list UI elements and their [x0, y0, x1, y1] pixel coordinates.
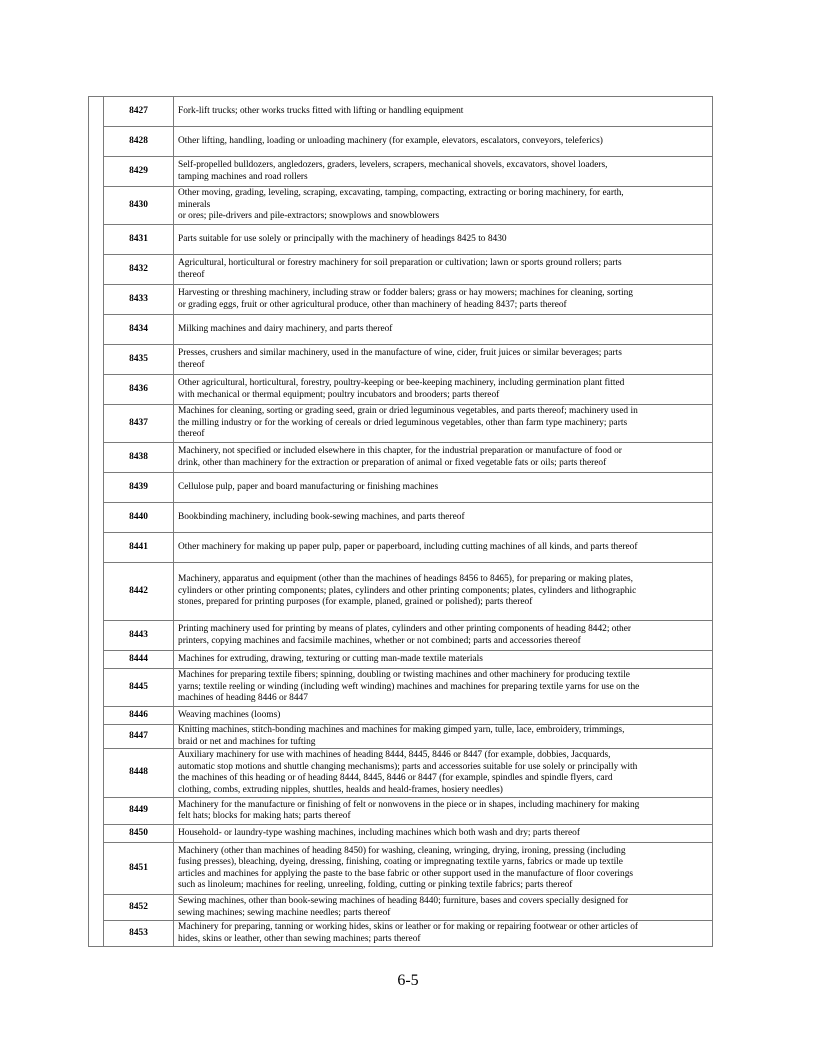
- table-row: [89, 225, 713, 255]
- tariff-headings-table: [88, 96, 713, 947]
- table-row: [89, 405, 713, 443]
- heading-description: Parts suitable for use solely or principally with the machinery of headings 8425 to 8430: [174, 225, 713, 255]
- heading-description: Weaving machines (looms): [174, 707, 713, 725]
- heading-code: 8439: [104, 473, 174, 503]
- heading-description: Other machinery for making up paper pulp, paper or paperboard, including cutting machines of all kinds, and parts thereof: [174, 533, 713, 563]
- heading-code: 8432: [104, 255, 174, 285]
- table-row: [89, 725, 713, 749]
- heading-code: 8449: [104, 798, 174, 825]
- heading-description: Self-propelled bulldozers, angledozers, graders, levelers, scrapers, mechanical shovels, excavators, shovel loaders, tamping machines and road rollers: [174, 157, 713, 187]
- heading-description: Machinery, apparatus and equipment (other than the machines of headings 8456 to 8465), for preparing or making plates, cylinders or other printing components; plates, cylinders and other printing components; plates, cylinders and lithographic stones, prepared for printing purposes (for example, planed, grained or polished); parts thereof: [174, 563, 713, 621]
- heading-code: 8441: [104, 533, 174, 563]
- heading-code: 8452: [104, 895, 174, 921]
- table-row: [89, 749, 713, 798]
- heading-code: 8437: [104, 405, 174, 443]
- heading-description: Printing machinery used for printing by means of plates, cylinders and other printing components of heading 8442; other printers, copying machines and facsimile machines, whether or not combined; parts and accessories thereof: [174, 621, 713, 651]
- table-row: [89, 669, 713, 707]
- heading-code: 8429: [104, 157, 174, 187]
- heading-description: Machines for preparing textile fibers; spinning, doubling or twisting machines and other machinery for producing textile yarns; textile reeling or winding (including weft winding) machines and machines for preparing textile yarns for use on the machines of heading 8446 or 8447: [174, 669, 713, 707]
- heading-description: Machinery for preparing, tanning or working hides, skins or leather or for making or repairing footwear or other articles of hides, skins or leather, other than sewing machines; parts thereof: [174, 921, 713, 947]
- heading-code: 8450: [104, 825, 174, 843]
- heading-code: 8444: [104, 651, 174, 669]
- heading-code: 8443: [104, 621, 174, 651]
- heading-description: Machines for extruding, drawing, texturing or cutting man-made textile materials: [174, 651, 713, 669]
- table-row: [89, 651, 713, 669]
- heading-code: 8446: [104, 707, 174, 725]
- heading-description: Knitting machines, stitch-bonding machines and machines for making gimped yarn, tulle, lace, embroidery, trimmings, braid or net and machines for tufting: [174, 725, 713, 749]
- heading-code: 8442: [104, 563, 174, 621]
- heading-code: 8451: [104, 843, 174, 895]
- heading-code: 8447: [104, 725, 174, 749]
- heading-code: 8430: [104, 187, 174, 225]
- table-row: [89, 443, 713, 473]
- table-row: [89, 315, 713, 345]
- heading-description: Milking machines and dairy machinery, and parts thereof: [174, 315, 713, 345]
- heading-code: 8428: [104, 127, 174, 157]
- heading-description: Cellulose pulp, paper and board manufacturing or finishing machines: [174, 473, 713, 503]
- heading-description: Agricultural, horticultural or forestry machinery for soil preparation or cultivation; lawn or sports ground rollers; parts thereof: [174, 255, 713, 285]
- table-row: [89, 533, 713, 563]
- heading-code: 8431: [104, 225, 174, 255]
- table-row: [89, 921, 713, 947]
- heading-description: Machinery (other than machines of heading 8450) for washing, cleaning, wringing, drying, ironing, pressing (including fusing presses), bleaching, dyeing, dressing, finishing, coating or impregnating textile yarns, fabrics or made up textile articles and machines for applying the paste to the base fabric or other support used in the manufacture of floor coverings such as linoleum; machines for reeling, unreeling, folding, cutting or pinking textile fabrics; parts thereof: [174, 843, 713, 895]
- table-row: [89, 375, 713, 405]
- table-row: [89, 127, 713, 157]
- table-row: [89, 187, 713, 225]
- heading-code: 8438: [104, 443, 174, 473]
- heading-code: 8427: [104, 97, 174, 127]
- heading-description: Machinery, not specified or included elsewhere in this chapter, for the industrial preparation or manufacture of food or drink, other than machinery for the extraction or preparation of animal or fixed vegetable fats or oils; parts thereof: [174, 443, 713, 473]
- table-row: [89, 621, 713, 651]
- table-row: [89, 285, 713, 315]
- heading-description: Other agricultural, horticultural, forestry, poultry-keeping or bee-keeping machinery, including germination plant fitted with mechanical or thermal equipment; poultry incubators and brooders; parts thereof: [174, 375, 713, 405]
- heading-code: 8445: [104, 669, 174, 707]
- table-row: [89, 97, 713, 127]
- heading-description: Machines for cleaning, sorting or grading seed, grain or dried leguminous vegetables, and parts thereof; machinery used in the milling industry or for the working of cereals or dried leguminous vegetables, other than farm type machinery; parts thereof: [174, 405, 713, 443]
- table-row: [89, 345, 713, 375]
- heading-description: Other moving, grading, leveling, scraping, excavating, tamping, compacting, extracting or boring machinery, for earth, minerals or ores; pile-drivers and pile-extractors; snowplows and snowblowers: [174, 187, 713, 225]
- table-body: [89, 97, 713, 947]
- heading-description: Sewing machines, other than book-sewing machines of heading 8440; furniture, bases and covers specially designed for sewing machines; sewing machine needles; parts thereof: [174, 895, 713, 921]
- page-number: 6-5: [397, 972, 419, 989]
- heading-description: Fork-lift trucks; other works trucks fitted with lifting or handling equipment: [174, 97, 713, 127]
- table-row: [89, 707, 713, 725]
- table-row: [89, 895, 713, 921]
- heading-code: 8448: [104, 749, 174, 798]
- table-row: [89, 563, 713, 621]
- heading-code: 8433: [104, 285, 174, 315]
- table-row: [89, 473, 713, 503]
- table-row: [89, 825, 713, 843]
- heading-description: Machinery for the manufacture or finishing of felt or nonwovens in the piece or in shapes, including machinery for making felt hats; blocks for making hats; parts thereof: [174, 798, 713, 825]
- heading-description: Harvesting or threshing machinery, including straw or fodder balers; grass or hay mowers; machines for cleaning, sorting or grading eggs, fruit or other agricultural produce, other than machinery of heading 8437; parts thereof: [174, 285, 713, 315]
- table-row: [89, 503, 713, 533]
- heading-code: 8434: [104, 315, 174, 345]
- left-margin-column: [89, 97, 104, 947]
- heading-code: 8453: [104, 921, 174, 947]
- table-row: [89, 843, 713, 895]
- heading-description: Bookbinding machinery, including book-sewing machines, and parts thereof: [174, 503, 713, 533]
- heading-code: 8435: [104, 345, 174, 375]
- heading-description: Auxiliary machinery for use with machines of heading 8444, 8445, 8446 or 8447 (for example, dobbies, Jacquards, automatic stop motions and shuttle changing mechanisms); parts and accessories suitable for use solely or principally with the machines of this heading or of heading 8444, 8445, 8446 or 8447 (for example, spindles and spindle flyers, card clothing, combs, extruding nipples, shuttles, healds and heald-frames, hosiery needles): [174, 749, 713, 798]
- heading-description: Presses, crushers and similar machinery, used in the manufacture of wine, cider, fruit juices or similar beverages; parts thereof: [174, 345, 713, 375]
- heading-description: Household- or laundry-type washing machines, including machines which both wash and dry; parts thereof: [174, 825, 713, 843]
- table-row: [89, 157, 713, 187]
- heading-description: Other lifting, handling, loading or unloading machinery (for example, elevators, escalators, conveyors, teleferics): [174, 127, 713, 157]
- heading-code: 8440: [104, 503, 174, 533]
- table-row: [89, 798, 713, 825]
- table-row: [89, 255, 713, 285]
- heading-code: 8436: [104, 375, 174, 405]
